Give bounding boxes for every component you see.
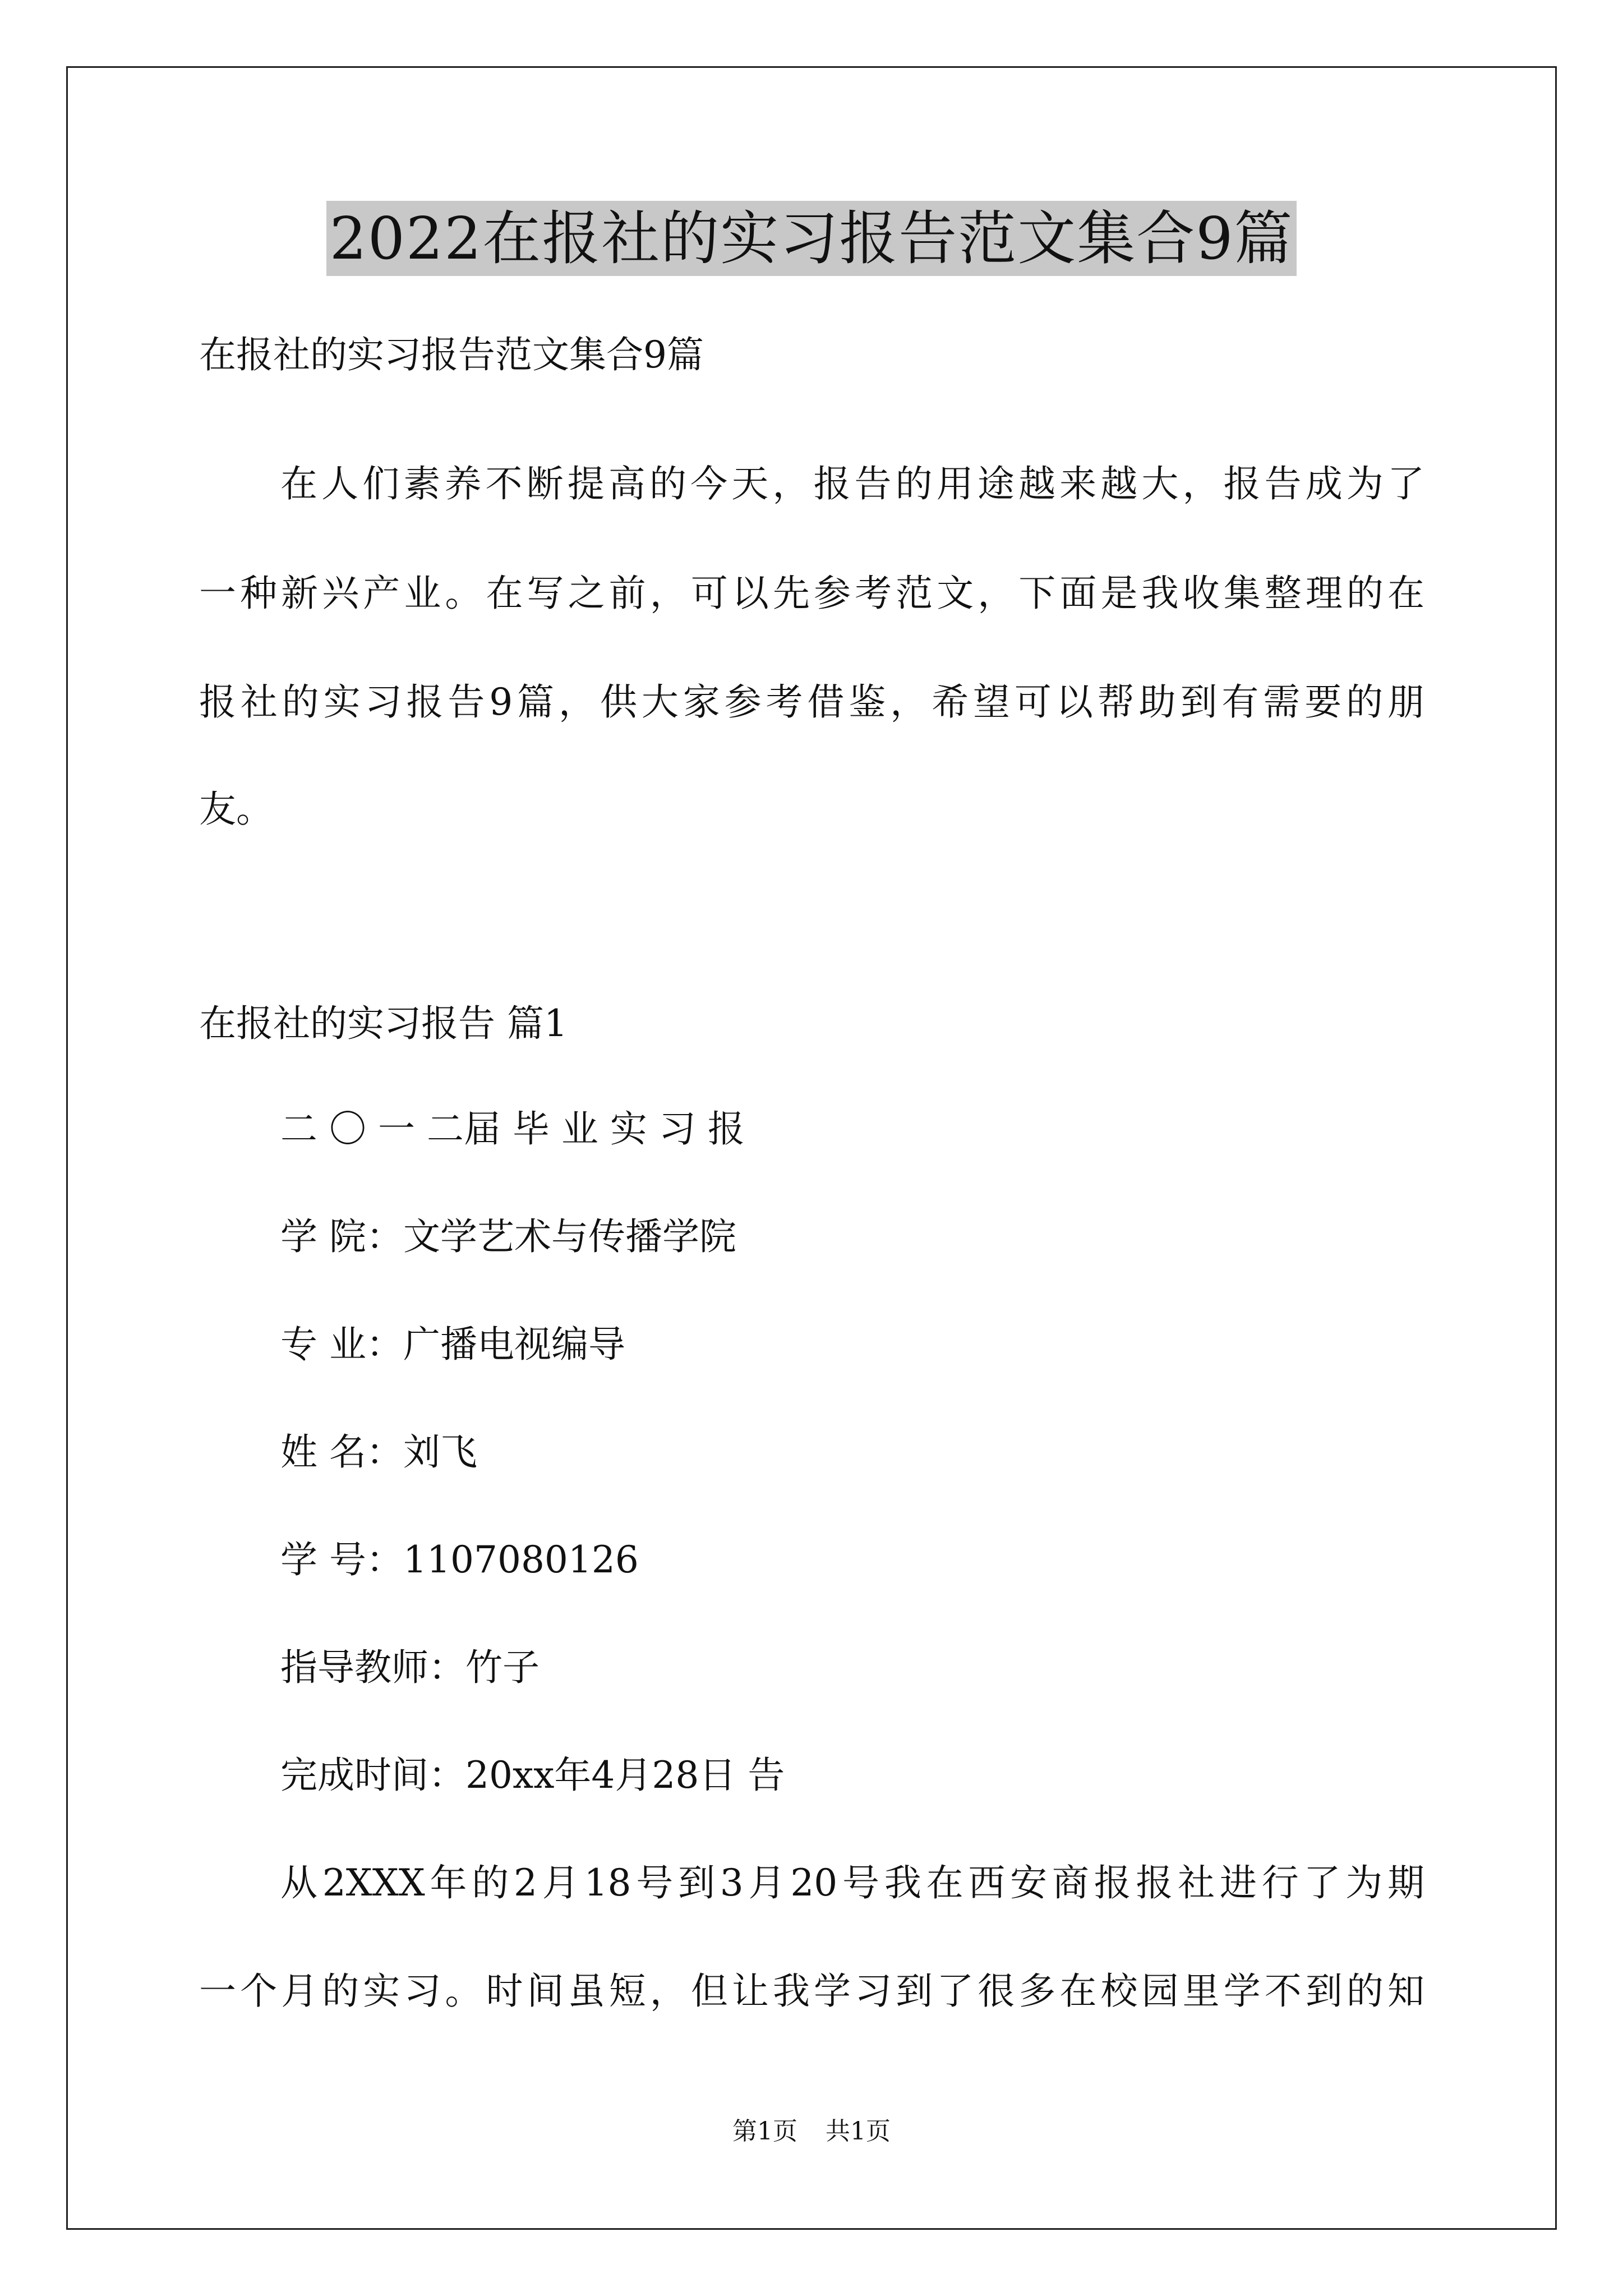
field-label: 姓 名：	[280, 1430, 403, 1474]
intro-line-3: 报社的实习报告9篇，供大家参考借鉴，希望可以帮助到有需要的朋	[199, 680, 1424, 724]
page-number: 第1页	[732, 2117, 797, 2146]
field-major	[280, 1319, 625, 1370]
page-footer	[0, 2115, 1623, 2148]
field-college	[280, 1212, 736, 1262]
body-line-2: 一个月的实习。时间虽短，但让我学习到了很多在校园里学不到的知	[199, 1970, 1424, 2013]
field-value: 文学艺术与传播学院	[403, 1215, 736, 1258]
field-label: 学 号：	[280, 1538, 403, 1581]
field-value: 竹子	[465, 1646, 540, 1689]
subtitle: 在报社的实习报告范文集合9篇	[199, 333, 704, 376]
field-advisor	[280, 1642, 540, 1693]
section-heading: 在报社的实习报告 篇1	[199, 1002, 568, 1045]
intro-line-2: 一种新兴产业。在写之前，可以先参考范文，下面是我收集整理的在	[199, 572, 1424, 615]
field-label: 学 院：	[280, 1215, 403, 1258]
field-label: 完成时间：	[280, 1754, 465, 1797]
field-label: 指导教师：	[280, 1646, 465, 1689]
page-total: 共1页	[826, 2117, 891, 2146]
field-student-id	[280, 1535, 639, 1585]
body-line-1: 从2XXX年的2月18号到3月20号我在西安商报报社进行了为期	[280, 1861, 1424, 1904]
report-header: 二 〇 一 二届 毕 业 实 习 报	[280, 1107, 745, 1151]
field-label: 专 业：	[280, 1323, 403, 1366]
intro-line-1: 在人们素养不断提高的今天，报告的用途越来越大，报告成为了	[280, 462, 1424, 505]
field-value: 1107080126	[403, 1538, 639, 1581]
field-value: 广播电视编导	[403, 1323, 625, 1366]
document-title-text: 2022在报社的实习报告范文集合9篇	[326, 201, 1297, 276]
field-name	[280, 1427, 477, 1478]
intro-line-4: 友。	[199, 788, 273, 831]
field-value: 20xx年4月28日 告	[465, 1754, 785, 1797]
field-value: 刘飞	[403, 1430, 477, 1474]
document-title	[0, 201, 1623, 279]
field-completion-date	[280, 1750, 785, 1801]
